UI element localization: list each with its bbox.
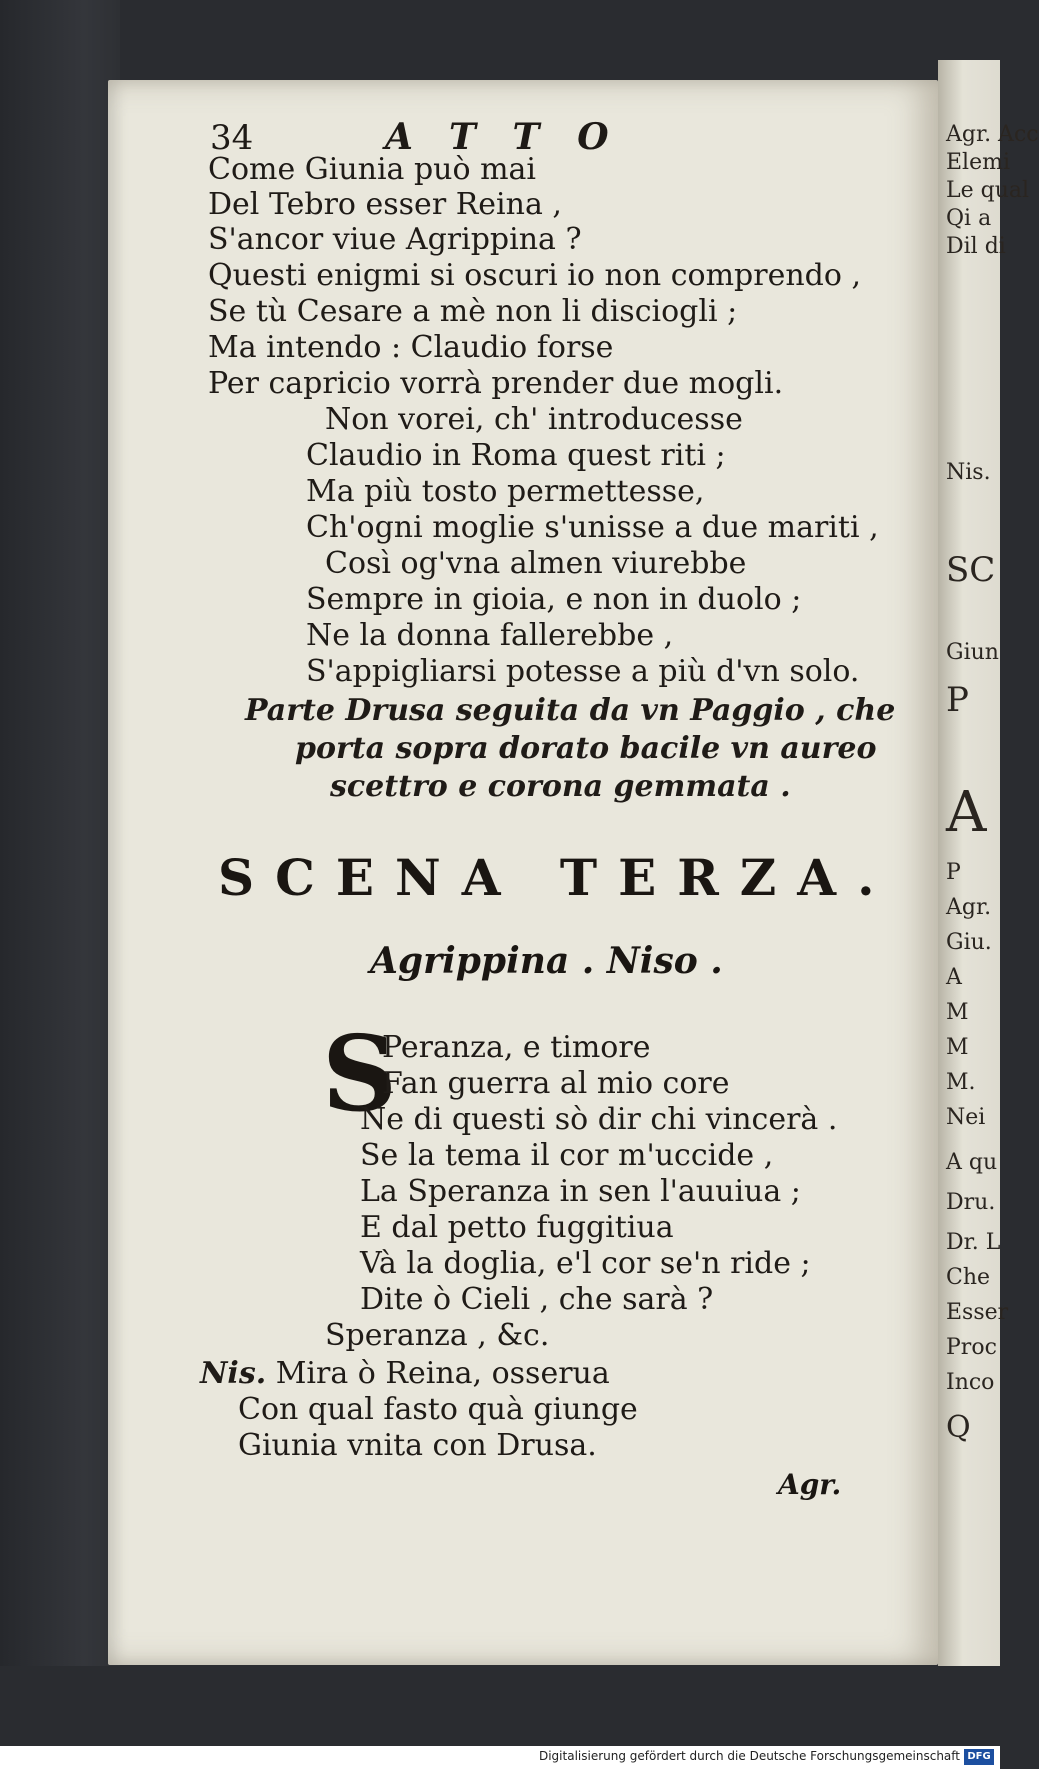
adjacent-page-fragment: Giu. [946, 930, 992, 955]
drop-cap: S [322, 1012, 398, 1135]
verse-line: Per capricio vorrà prender due mogli. [208, 366, 784, 401]
digitization-footer [0, 1746, 1000, 1769]
verse-line: Ma intendo : Claudio forse [208, 330, 614, 365]
aria-refrain: Speranza , &c. [325, 1318, 550, 1353]
adjacent-page-fragment: M [946, 1035, 969, 1060]
song-line: Claudio in Roma quest riti ; [306, 438, 726, 473]
adjacent-page-fragment: M [946, 1000, 969, 1025]
adjacent-page-fragment: Giun [946, 640, 999, 665]
aria-line: Fan guerra al mio core [382, 1066, 730, 1101]
dialogue-text: Mira ò Reina, osserua [275, 1356, 610, 1391]
stage-direction-line: Parte Drusa seguita da vn Paggio , che [245, 693, 896, 728]
aria-line: Se la tema il cor m'uccide , [360, 1138, 774, 1173]
adjacent-page-fragment: M. [946, 1070, 976, 1095]
dfg-logo-icon: DFG [964, 1749, 994, 1765]
adjacent-page-fragment: Q [946, 1410, 971, 1445]
song-line: Ne la donna fallerebbe , [306, 618, 674, 653]
adjacent-page-fragment: Che [946, 1265, 991, 1290]
adjacent-page-fragment: Agr. Acc [946, 122, 1039, 147]
scene-title: SCENA TERZA. [218, 848, 896, 907]
running-title: ATTO [385, 116, 647, 158]
adjacent-page-fragment: Dr. L [946, 1230, 1001, 1255]
adjacent-page-fragment: Elemi [946, 150, 1011, 175]
page-number: 34 [210, 118, 254, 158]
song-line: Ch'ogni moglie s'unisse a due mariti , [306, 510, 879, 545]
scanner-background [0, 1666, 1000, 1746]
verse-line: Come Giunia può mai [208, 152, 537, 187]
adjacent-page-fragment: A [946, 965, 962, 990]
aria-line: Và la doglia, e'l cor se'n ride ; [360, 1246, 811, 1281]
aria-line: La Speranza in sen l'auuiua ; [360, 1174, 801, 1209]
adjacent-page-fragment: P [946, 860, 961, 885]
aria-line: Peranza, e timore [382, 1030, 651, 1065]
adjacent-page-fragment: Agr. [946, 895, 992, 920]
scene-characters: Agrippina . Niso . [370, 940, 723, 982]
song-line: Così og'vna almen viurebbe [325, 546, 747, 581]
dialogue-line: Con qual fasto quà giunge [238, 1392, 638, 1427]
adjacent-page-fragment: Qi a [946, 206, 992, 231]
adjacent-page-fragment: Esser [946, 1300, 1009, 1325]
song-line: Non vorei, ch' introducesse [325, 402, 743, 437]
song-line: Sempre in gioia, e non in duolo ; [306, 582, 802, 617]
adjacent-page-fragment: SC [946, 550, 996, 590]
verse-line: S'ancor viue Agrippina ? [208, 222, 582, 257]
adjacent-page-fragment: Nei [946, 1105, 986, 1130]
dialogue-line: Giunia vnita con Drusa. [238, 1428, 597, 1463]
adjacent-page-fragment: Dil di [946, 234, 1006, 259]
adjacent-page-fragment: Proc [946, 1335, 997, 1360]
adjacent-page-fragment: Inco [946, 1370, 995, 1395]
verse-line: Del Tebro esser Reina , [208, 187, 562, 222]
adjacent-page-fragment: P [946, 680, 969, 720]
verse-line: Questi enigmi si oscuri io non comprendo , [208, 258, 861, 293]
verse-line: Se tù Cesare a mè non li disciogli ; [208, 294, 738, 329]
song-line: Ma più tosto permettesse, [306, 474, 705, 509]
aria-line: Dite ò Cieli , che sarà ? [360, 1282, 714, 1317]
speaker-name: Nis. [200, 1356, 267, 1391]
footer-text: Digitalisierung gefördert durch die Deutsche Forschungsgemeinschaft [538, 1749, 960, 1763]
song-line: S'appigliarsi potesse a più d'vn solo. [306, 654, 860, 689]
aria-line: Ne di questi sò dir chi vincerà . [360, 1102, 838, 1137]
adjacent-page-edge [938, 60, 1039, 1670]
adjacent-page-fragment: A qu [946, 1150, 998, 1175]
adjacent-page-fragment: Le qual [946, 178, 1030, 203]
adjacent-page-fragment: A [946, 780, 987, 845]
adjacent-page-fragment: Nis. [946, 460, 991, 485]
stage-direction-line: scettro e corona gemmata . [330, 769, 791, 804]
book-cover-left [0, 0, 120, 1769]
stage-direction-line: porta sopra dorato bacile vn aureo [295, 731, 877, 766]
dialogue-line [200, 1356, 610, 1391]
aria-line: E dal petto fuggitiua [360, 1210, 674, 1245]
catchword: Agr. [778, 1468, 842, 1501]
adjacent-page-fragment: Dru. [946, 1190, 996, 1215]
